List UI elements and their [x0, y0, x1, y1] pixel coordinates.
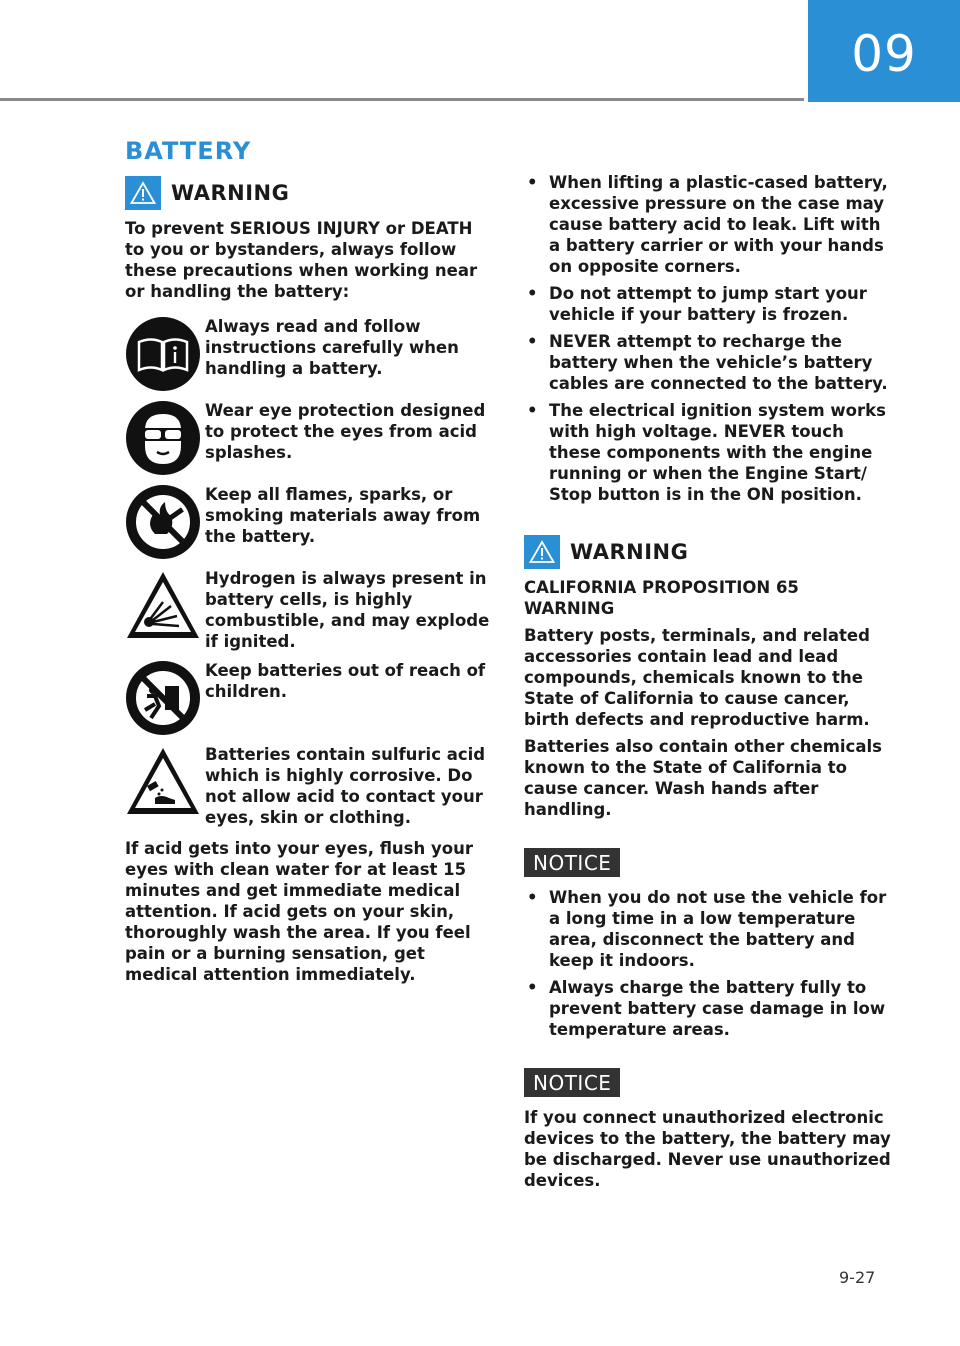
warning-title: WARNING [570, 540, 689, 564]
warning-title: WARNING [171, 181, 290, 205]
pictogram-row [125, 316, 490, 392]
header-rule [0, 98, 804, 101]
notice-label: NOTICE [524, 1068, 620, 1097]
pictogram-text: Always read and follow instructions carefully when handling a battery. [205, 317, 459, 378]
pictogram-text: Keep all flames, sparks, or smoking materials away from the battery. [205, 485, 481, 546]
pictogram-text: Hydrogen is always present in battery cells, is highly combustible, and may explode if ignited. [205, 569, 490, 651]
list-item: • When you do not use the vehicle for a long time in a low temperature area, disconnect the battery and keep it indoors. [524, 887, 894, 971]
page-number: 9-27 [839, 1268, 876, 1287]
explosion-hazard-icon [125, 568, 201, 644]
pictogram-row [125, 400, 490, 476]
prop65-heading: CALIFORNIA PROPOSITION 65 WARNING [524, 578, 799, 618]
right-column [524, 172, 894, 1191]
list-item: • When lifting a plastic-cased battery, excessive pressure on the case may cause battery acid to leak. Lift with a battery carrier or with your hands on opposite corners. [524, 172, 894, 277]
list-item: • Always charge the battery fully to prevent battery case damage in low temperature areas. [524, 977, 894, 1040]
corrosive-hazard-icon [125, 744, 201, 820]
read-manual-icon [125, 316, 201, 392]
notice-label: NOTICE [524, 848, 620, 877]
chapter-tab: 09 [808, 0, 960, 102]
keep-away-children-icon [125, 660, 201, 736]
warning-intro: To prevent SERIOUS INJURY or DEATH to you or bystanders, always follow these precautions when working near or handling the battery: [125, 219, 478, 301]
eye-protection-icon [125, 400, 201, 476]
pictogram-text: Wear eye protection designed to protect the eyes from acid splashes. [205, 401, 486, 462]
warning-triangle-icon [125, 176, 161, 210]
warning-header [125, 176, 490, 210]
list-item: • NEVER attempt to recharge the battery when the vehicle’s battery cables are connected to the battery. [524, 331, 894, 394]
pictogram-text: Batteries contain sulfuric acid which is highly corrosive. Do not allow acid to contact your eyes, skin or clothing. [205, 745, 486, 827]
pictogram-row [125, 744, 490, 828]
pictogram-row [125, 484, 490, 560]
list-item: • The electrical ignition system works with high voltage. NEVER touch these components with the engine running or when the Engine Start/ Stop button is in the ON position. [524, 400, 894, 505]
pictogram-row [125, 568, 490, 652]
pictogram-row [125, 660, 490, 736]
no-flames-icon [125, 484, 201, 560]
acid-first-aid-text: If acid gets into your eyes, flush your eyes with clean water for at least 15 minutes and get immediate medical attention. If acid gets on your skin, thoroughly wash the area. If you feel pain or a burning sensation, get medical attention immediately. [125, 839, 473, 984]
left-column [125, 176, 490, 985]
notice-text: If you connect unauthorized electronic devices to the battery, the battery may be discharged. Never use unauthorized devices. [524, 1108, 891, 1190]
notice-list [524, 887, 894, 1040]
battery-handling-list [524, 172, 894, 505]
prop65-paragraph: Batteries also contain other chemicals known to the State of California to cause cancer. Wash hands after handling. [524, 737, 882, 819]
pictogram-text: Keep batteries out of reach of children. [205, 661, 486, 701]
prop65-paragraph: Battery posts, terminals, and related accessories contain lead and lead compounds, chemicals known to the State of California to cause cancer, birth defects and reproductive harm. [524, 626, 870, 729]
warning-triangle-icon [524, 535, 560, 569]
warning-header [524, 535, 894, 569]
section-title: BATTERY [125, 137, 252, 165]
list-item: • Do not attempt to jump start your vehicle if your battery is frozen. [524, 283, 894, 325]
